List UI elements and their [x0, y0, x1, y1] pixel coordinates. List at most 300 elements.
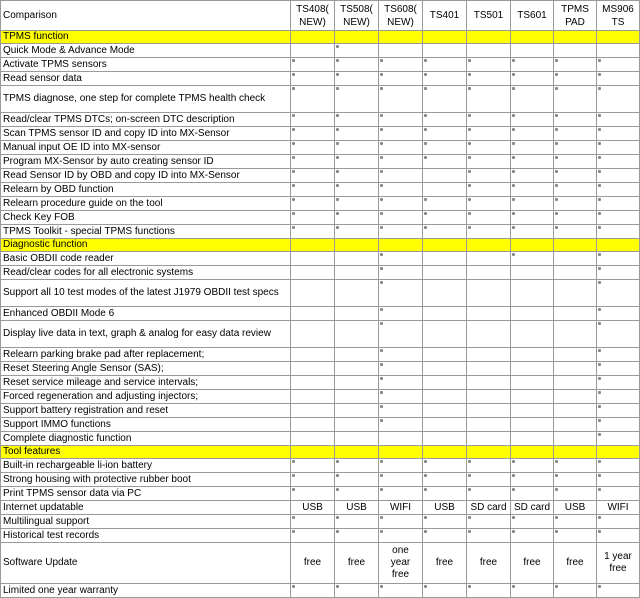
- feature-label: Multilingual support: [1, 515, 291, 529]
- support-cell: [554, 321, 597, 348]
- check-dot-icon: [336, 212, 339, 215]
- feature-label: Internet updatable: [1, 501, 291, 515]
- section-cell: [597, 31, 640, 44]
- support-cell: [467, 529, 511, 543]
- support-cell: [335, 432, 379, 446]
- feature-label: Print TPMS sensor data via PC: [1, 487, 291, 501]
- support-cell: [423, 543, 467, 584]
- check-dot-icon: [380, 128, 383, 131]
- support-cell: [597, 321, 640, 348]
- check-dot-icon: [336, 474, 339, 477]
- support-cell: [291, 183, 335, 197]
- support-cell: [597, 307, 640, 321]
- check-dot-icon: [424, 212, 427, 215]
- check-dot-icon: [468, 73, 471, 76]
- support-cell: [291, 321, 335, 348]
- support-cell: [379, 362, 423, 376]
- support-cell: [291, 543, 335, 584]
- support-cell: [423, 501, 467, 515]
- header-col: [335, 1, 379, 31]
- support-cell: [379, 225, 423, 239]
- support-cell: [291, 459, 335, 473]
- support-cell: [554, 307, 597, 321]
- support-cell: [423, 390, 467, 404]
- check-dot-icon: [380, 322, 383, 325]
- support-cell: [423, 376, 467, 390]
- section-cell: [554, 31, 597, 44]
- support-cell: [597, 169, 640, 183]
- feature-row: [1, 266, 640, 280]
- feature-row: [1, 404, 640, 418]
- check-dot-icon: [292, 87, 295, 90]
- support-value: SD card: [470, 501, 507, 513]
- check-dot-icon: [468, 460, 471, 463]
- feature-row: [1, 501, 640, 515]
- support-cell: [511, 155, 554, 169]
- check-dot-icon: [512, 226, 515, 229]
- check-dot-icon: [555, 114, 558, 117]
- feature-label: Reset Steering Angle Sensor (SAS);: [1, 362, 291, 376]
- check-dot-icon: [512, 530, 515, 533]
- check-dot-icon: [598, 184, 601, 187]
- check-dot-icon: [598, 73, 601, 76]
- check-dot-icon: [512, 212, 515, 215]
- support-cell: [379, 58, 423, 72]
- feature-label: Activate TPMS sensors: [1, 58, 291, 72]
- support-cell: [379, 266, 423, 280]
- support-cell: [335, 307, 379, 321]
- support-cell: [291, 266, 335, 280]
- support-cell: [511, 432, 554, 446]
- support-cell: [554, 86, 597, 113]
- check-dot-icon: [555, 170, 558, 173]
- support-cell: [554, 169, 597, 183]
- feature-row: [1, 252, 640, 266]
- feature-label: Relearn parking brake pad after replacement;: [1, 348, 291, 362]
- support-cell: [467, 58, 511, 72]
- support-cell: [597, 543, 640, 584]
- support-cell: [597, 459, 640, 473]
- support-cell: [379, 72, 423, 86]
- header-col: [597, 1, 640, 31]
- feature-label: TPMS Toolkit - special TPMS functions: [1, 225, 291, 239]
- feature-label: Display live data in text, graph & analog for easy data review: [1, 321, 291, 348]
- check-dot-icon: [512, 516, 515, 519]
- feature-label: Read/clear codes for all electronic systems: [1, 266, 291, 280]
- support-value: free: [523, 557, 541, 568]
- support-cell: [554, 390, 597, 404]
- support-cell: [554, 225, 597, 239]
- support-cell: [379, 404, 423, 418]
- check-dot-icon: [380, 474, 383, 477]
- check-dot-icon: [292, 170, 295, 173]
- feature-row: [1, 127, 640, 141]
- check-dot-icon: [336, 45, 339, 48]
- support-cell: [423, 252, 467, 266]
- support-cell: [554, 487, 597, 501]
- support-cell: [467, 252, 511, 266]
- support-cell: [291, 169, 335, 183]
- support-cell: [511, 501, 554, 515]
- check-dot-icon: [512, 585, 515, 588]
- feature-row: [1, 459, 640, 473]
- support-cell: [423, 72, 467, 86]
- check-dot-icon: [598, 226, 601, 229]
- feature-label: Support all 10 test modes of the latest J1979 OBDII test specs: [1, 280, 291, 307]
- header-col-label: TPMS PAD: [561, 3, 589, 28]
- support-cell: [554, 432, 597, 446]
- support-cell: [379, 321, 423, 348]
- check-dot-icon: [598, 322, 601, 325]
- support-cell: [597, 584, 640, 598]
- support-cell: [511, 113, 554, 127]
- support-cell: [379, 529, 423, 543]
- support-cell: [511, 362, 554, 376]
- section-cell: [291, 446, 335, 459]
- check-dot-icon: [555, 226, 558, 229]
- support-cell: [554, 252, 597, 266]
- feature-row: [1, 418, 640, 432]
- check-dot-icon: [598, 585, 601, 588]
- check-dot-icon: [598, 405, 601, 408]
- check-dot-icon: [555, 156, 558, 159]
- support-cell: [291, 515, 335, 529]
- support-cell: [511, 307, 554, 321]
- support-cell: [597, 348, 640, 362]
- support-cell: [291, 390, 335, 404]
- support-cell: [423, 225, 467, 239]
- support-cell: [597, 501, 640, 515]
- check-dot-icon: [468, 198, 471, 201]
- feature-row: [1, 321, 640, 348]
- support-cell: [423, 584, 467, 598]
- support-cell: [467, 473, 511, 487]
- support-cell: [467, 72, 511, 86]
- check-dot-icon: [424, 156, 427, 159]
- check-dot-icon: [598, 114, 601, 117]
- support-cell: [335, 252, 379, 266]
- support-cell: [335, 86, 379, 113]
- support-cell: [597, 529, 640, 543]
- check-dot-icon: [380, 585, 383, 588]
- check-dot-icon: [598, 253, 601, 256]
- check-dot-icon: [512, 128, 515, 131]
- support-cell: [379, 543, 423, 584]
- support-cell: [511, 72, 554, 86]
- support-cell: [597, 487, 640, 501]
- support-cell: [335, 404, 379, 418]
- support-cell: [423, 529, 467, 543]
- support-cell: [379, 418, 423, 432]
- check-dot-icon: [292, 474, 295, 477]
- feature-label: Forced regeneration and adjusting injectors;: [1, 390, 291, 404]
- feature-label: Check Key FOB: [1, 211, 291, 225]
- check-dot-icon: [336, 128, 339, 131]
- section-cell: [423, 31, 467, 44]
- support-cell: [335, 225, 379, 239]
- section-cell: [291, 239, 335, 252]
- section-cell: [511, 239, 554, 252]
- support-cell: [423, 127, 467, 141]
- check-dot-icon: [336, 114, 339, 117]
- check-dot-icon: [336, 516, 339, 519]
- support-cell: [291, 487, 335, 501]
- check-dot-icon: [555, 198, 558, 201]
- check-dot-icon: [336, 73, 339, 76]
- support-cell: [511, 127, 554, 141]
- check-dot-icon: [424, 198, 427, 201]
- support-cell: [291, 501, 335, 515]
- support-cell: [554, 58, 597, 72]
- support-cell: [379, 183, 423, 197]
- check-dot-icon: [598, 433, 601, 436]
- support-cell: [554, 515, 597, 529]
- support-cell: [423, 418, 467, 432]
- support-cell: [467, 432, 511, 446]
- support-value: free: [479, 557, 498, 568]
- support-cell: [554, 376, 597, 390]
- check-dot-icon: [598, 516, 601, 519]
- check-dot-icon: [380, 349, 383, 352]
- header-col: [554, 1, 597, 31]
- check-dot-icon: [598, 363, 601, 366]
- check-dot-icon: [336, 59, 339, 62]
- check-dot-icon: [512, 488, 515, 491]
- section-cell: [423, 446, 467, 459]
- support-cell: [379, 280, 423, 307]
- feature-label: Software Update: [1, 543, 291, 584]
- header-col: [379, 1, 423, 31]
- support-value: free: [566, 557, 584, 568]
- support-cell: [335, 141, 379, 155]
- check-dot-icon: [292, 226, 295, 229]
- check-dot-icon: [380, 170, 383, 173]
- check-dot-icon: [292, 516, 295, 519]
- support-cell: [335, 113, 379, 127]
- support-value: USB: [302, 501, 323, 513]
- check-dot-icon: [598, 281, 601, 284]
- support-cell: [597, 225, 640, 239]
- check-dot-icon: [468, 226, 471, 229]
- support-cell: [467, 86, 511, 113]
- feature-label: Enhanced OBDII Mode 6: [1, 307, 291, 321]
- support-cell: [554, 529, 597, 543]
- section-cell: [554, 239, 597, 252]
- header-col: [291, 1, 335, 31]
- support-cell: [597, 58, 640, 72]
- support-cell: [597, 183, 640, 197]
- feature-row: [1, 155, 640, 169]
- feature-row: [1, 390, 640, 404]
- support-cell: [467, 390, 511, 404]
- check-dot-icon: [292, 59, 295, 62]
- check-dot-icon: [292, 142, 295, 145]
- support-value: USB: [346, 501, 367, 513]
- support-cell: [467, 362, 511, 376]
- check-dot-icon: [380, 73, 383, 76]
- support-cell: [291, 473, 335, 487]
- support-cell: [423, 321, 467, 348]
- support-cell: [467, 169, 511, 183]
- check-dot-icon: [512, 87, 515, 90]
- support-cell: [511, 58, 554, 72]
- support-cell: [511, 169, 554, 183]
- support-cell: [467, 584, 511, 598]
- support-cell: [511, 390, 554, 404]
- feature-label: Quick Mode & Advance Mode: [1, 44, 291, 58]
- check-dot-icon: [555, 87, 558, 90]
- check-dot-icon: [424, 87, 427, 90]
- feature-label: Reset service mileage and service intervals;: [1, 376, 291, 390]
- check-dot-icon: [292, 73, 295, 76]
- check-dot-icon: [380, 184, 383, 187]
- support-cell: [379, 113, 423, 127]
- support-cell: [335, 529, 379, 543]
- support-cell: [423, 348, 467, 362]
- support-cell: [467, 307, 511, 321]
- support-cell: [335, 501, 379, 515]
- feature-label: Read/clear TPMS DTCs; on-screen DTC description: [1, 113, 291, 127]
- support-value: free: [435, 557, 454, 568]
- support-cell: [379, 127, 423, 141]
- support-cell: [423, 404, 467, 418]
- support-cell: [467, 113, 511, 127]
- support-cell: [379, 141, 423, 155]
- check-dot-icon: [555, 585, 558, 588]
- support-value: USB: [564, 501, 586, 513]
- check-dot-icon: [424, 488, 427, 491]
- support-cell: [554, 197, 597, 211]
- support-cell: [423, 459, 467, 473]
- check-dot-icon: [380, 156, 383, 159]
- support-cell: [554, 501, 597, 515]
- support-cell: [597, 72, 640, 86]
- support-cell: [467, 376, 511, 390]
- feature-row: [1, 211, 640, 225]
- feature-row: [1, 348, 640, 362]
- support-cell: [467, 280, 511, 307]
- check-dot-icon: [598, 87, 601, 90]
- feature-row: [1, 113, 640, 127]
- feature-row: [1, 543, 640, 584]
- support-cell: [511, 404, 554, 418]
- check-dot-icon: [336, 198, 339, 201]
- feature-label: TPMS diagnose, one step for complete TPMS health check: [1, 86, 291, 113]
- support-cell: [597, 473, 640, 487]
- support-cell: [597, 197, 640, 211]
- feature-row: [1, 487, 640, 501]
- header-col-label: TS608( NEW): [384, 3, 417, 28]
- support-cell: [511, 543, 554, 584]
- support-cell: [291, 307, 335, 321]
- check-dot-icon: [336, 460, 339, 463]
- support-cell: [379, 584, 423, 598]
- check-dot-icon: [555, 516, 558, 519]
- check-dot-icon: [468, 170, 471, 173]
- support-cell: [597, 113, 640, 127]
- section-cell: [379, 31, 423, 44]
- check-dot-icon: [336, 156, 339, 159]
- support-cell: [511, 321, 554, 348]
- support-cell: [423, 487, 467, 501]
- check-dot-icon: [468, 488, 471, 491]
- support-cell: [335, 376, 379, 390]
- support-cell: [423, 169, 467, 183]
- support-cell: [291, 404, 335, 418]
- support-cell: [597, 86, 640, 113]
- section-cell: [511, 31, 554, 44]
- header-col-label: TS508( NEW): [340, 3, 373, 28]
- support-cell: [597, 418, 640, 432]
- check-dot-icon: [380, 59, 383, 62]
- support-cell: [511, 86, 554, 113]
- check-dot-icon: [380, 212, 383, 215]
- support-cell: [423, 58, 467, 72]
- support-cell: [554, 543, 597, 584]
- support-value: WIFI: [607, 501, 629, 513]
- section-cell: [379, 239, 423, 252]
- feature-label: Limited one year warranty: [1, 584, 291, 598]
- check-dot-icon: [468, 128, 471, 131]
- feature-label: Read Sensor ID by OBD and copy ID into MX-Sensor: [1, 169, 291, 183]
- header-title: Comparison: [1, 1, 291, 31]
- check-dot-icon: [512, 114, 515, 117]
- support-cell: [379, 169, 423, 183]
- support-cell: [423, 266, 467, 280]
- feature-row: [1, 432, 640, 446]
- support-cell: [291, 418, 335, 432]
- check-dot-icon: [598, 128, 601, 131]
- check-dot-icon: [380, 308, 383, 311]
- support-cell: [335, 418, 379, 432]
- support-cell: [467, 141, 511, 155]
- header-col-label: TS401: [429, 10, 460, 21]
- support-cell: [291, 155, 335, 169]
- header-col: [467, 1, 511, 31]
- support-cell: [335, 266, 379, 280]
- section-cell: [467, 31, 511, 44]
- support-cell: [467, 543, 511, 584]
- support-cell: [379, 515, 423, 529]
- check-dot-icon: [292, 128, 295, 131]
- feature-label: Strong housing with protective rubber boot: [1, 473, 291, 487]
- check-dot-icon: [598, 308, 601, 311]
- check-dot-icon: [380, 419, 383, 422]
- header-col-label: TS501: [473, 10, 504, 21]
- support-value: WIFI: [389, 501, 412, 513]
- support-cell: [597, 266, 640, 280]
- support-cell: [511, 280, 554, 307]
- support-value: SD card: [513, 501, 551, 513]
- section-cell: [597, 239, 640, 252]
- support-cell: [554, 362, 597, 376]
- check-dot-icon: [380, 460, 383, 463]
- support-cell: [597, 362, 640, 376]
- feature-label: Program MX-Sensor by auto creating sensor ID: [1, 155, 291, 169]
- check-dot-icon: [468, 87, 471, 90]
- support-cell: [335, 127, 379, 141]
- feature-label: Historical test records: [1, 529, 291, 543]
- support-cell: [379, 348, 423, 362]
- feature-row: [1, 183, 640, 197]
- support-cell: [597, 127, 640, 141]
- feature-row: [1, 169, 640, 183]
- support-cell: [467, 404, 511, 418]
- support-cell: [511, 44, 554, 58]
- check-dot-icon: [512, 198, 515, 201]
- support-cell: [335, 321, 379, 348]
- support-value: USB: [434, 501, 455, 513]
